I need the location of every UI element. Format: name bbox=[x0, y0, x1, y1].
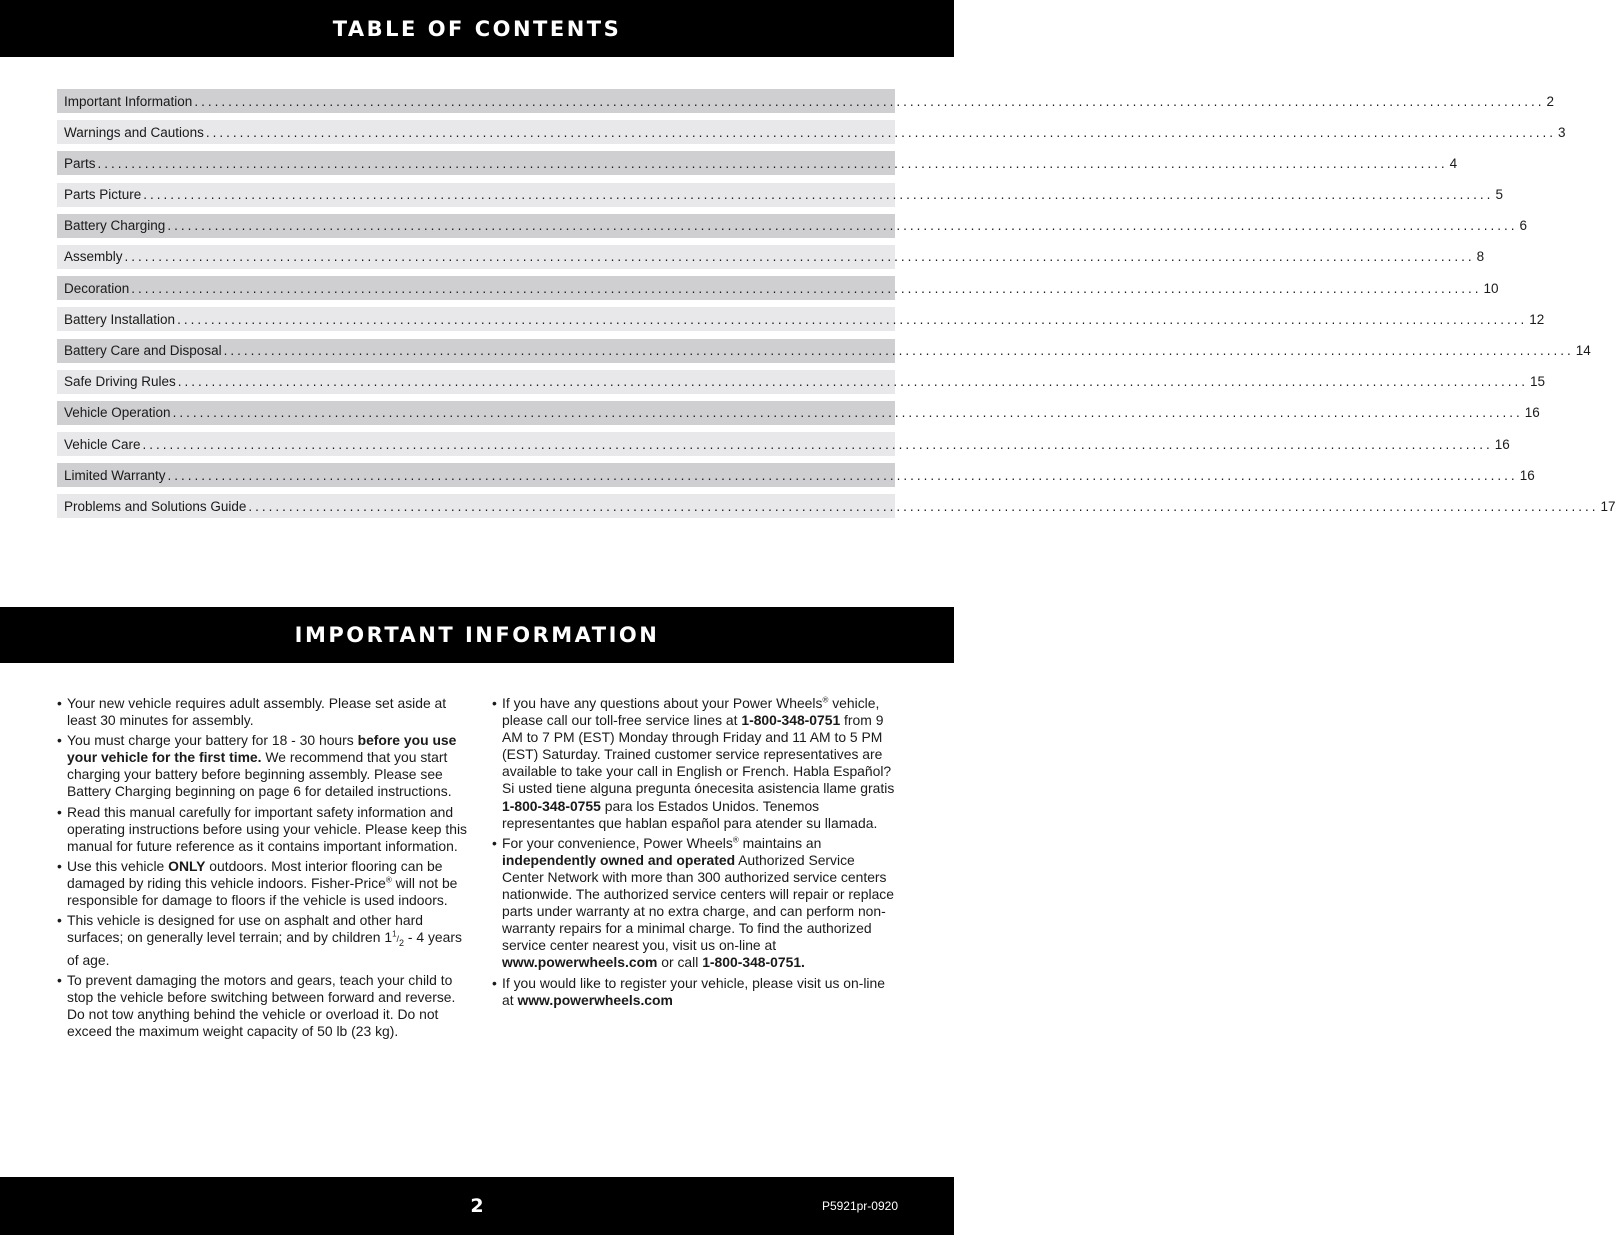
info-bullet bbox=[492, 695, 900, 832]
toc-entry-title: Warnings and Cautions bbox=[64, 124, 204, 140]
toc-leader-dots: ........................................................................................................................................................................................................ bbox=[131, 280, 1482, 296]
info-text-segment: independently owned and operated bbox=[502, 851, 736, 868]
info-text-segment: www.powerwheels.com bbox=[517, 991, 673, 1008]
info-text-segment: Use this vehicle bbox=[67, 857, 169, 874]
info-text-segment: ® bbox=[385, 875, 392, 885]
info-text-segment: 1-800-348-0755 bbox=[502, 797, 601, 814]
info-text-segment: Your new vehicle requires adult assembly. Please set aside at least 30 minutes for assembly. bbox=[67, 695, 447, 729]
info-left-list bbox=[57, 695, 467, 1041]
document-code: P5921pr-0920 bbox=[821, 1199, 898, 1213]
toc-entry-title: Parts bbox=[64, 155, 96, 171]
toc-title: TABLE OF CONTENTS bbox=[332, 16, 622, 41]
toc-entry[interactable] bbox=[57, 120, 1566, 144]
info-text-segment: - 4 years of age. bbox=[67, 929, 462, 969]
info-text-segment: 1-800-348-0751. bbox=[702, 954, 805, 971]
info-text-segment: 2 bbox=[399, 938, 405, 948]
toc-entry[interactable] bbox=[57, 151, 1458, 175]
info-text-segment: To prevent damaging the motors and gears, teach your child to stop the vehicle before switching between forward and reverse. Do not tow anything behind the vehicle or overload it. Do not exceed the maximum weight capacity of 50 lb (23 kg). bbox=[67, 972, 456, 1040]
info-text-segment: If you would like to register your vehicle, please visit us on-line at bbox=[502, 974, 885, 1008]
info-right-list bbox=[492, 695, 900, 1009]
info-text-segment: / bbox=[396, 934, 400, 945]
info-text-segment: 1 bbox=[392, 929, 397, 939]
info-right-column bbox=[492, 695, 900, 1012]
toc-entry-title: Vehicle Operation bbox=[64, 405, 171, 421]
toc-leader-dots: ........................................................................................................................................................................................................ bbox=[205, 124, 1556, 140]
info-bullet bbox=[57, 804, 467, 855]
toc-entry[interactable] bbox=[57, 307, 1545, 331]
toc-leader-dots: ........................................................................................................................................................................................................ bbox=[124, 249, 1475, 265]
toc-entry-page: 16 bbox=[1494, 436, 1510, 452]
info-bullet bbox=[57, 695, 467, 729]
toc-entry-page: 4 bbox=[1449, 155, 1458, 171]
toc-leader-dots: ........................................................................................................................................................................................................ bbox=[223, 343, 1574, 358]
info-text-segment: We recommend that you start charging your battery before beginning assembly. Please see Battery Charging beginning on page 6 for detailed instructions. bbox=[67, 749, 452, 800]
toc-entry-page: 14 bbox=[1575, 343, 1591, 358]
toc-entry[interactable] bbox=[57, 370, 1545, 394]
toc-entry-page: 2 bbox=[1546, 93, 1554, 109]
toc-entry[interactable] bbox=[57, 432, 1510, 456]
important-info-header-bar bbox=[0, 607, 954, 663]
toc-leader-dots: ........................................................................................................................................................................................................ bbox=[143, 187, 1494, 203]
toc-entry-title: Important Information bbox=[64, 93, 193, 109]
info-text-segment: ® bbox=[822, 695, 829, 705]
toc-entry-title: Assembly bbox=[64, 249, 123, 265]
info-left-column bbox=[57, 695, 467, 1044]
info-text-segment: ONLY bbox=[168, 857, 206, 874]
info-text-segment: Read this manual carefully for important safety information and operating instructions before using your vehicle. Please keep this manual for future reference as it contains important information. bbox=[67, 803, 467, 854]
info-bullet bbox=[57, 732, 467, 800]
toc-entry-page: 8 bbox=[1476, 249, 1485, 265]
info-text-segment: from 9 AM to 7 PM (EST) Monday through Friday and 11 AM to 5 PM (EST) Saturday. Trained customer service representatives are available to take your call in English or French. Habla Español? Si usted tiene alguna pregunta ónecesita asistencia llame gratis bbox=[502, 712, 895, 797]
info-text-segment: Authorized Service Center Network with more than 300 authorized service centers nationwide. The authorized service centers will repair or replace parts under warranty at no extra charge, and can perform non-warranty repairs for a minimal charge. To find the authorized service center nearest you, visit us on-line at bbox=[502, 851, 894, 954]
info-text-segment: www.powerwheels.com bbox=[502, 954, 658, 971]
table-of-contents bbox=[57, 89, 1616, 526]
toc-entry-title: Decoration bbox=[64, 280, 130, 296]
info-text-segment: before you use your vehicle for the first time. bbox=[67, 732, 457, 766]
info-text-segment: vehicle, please call our toll-free service lines at bbox=[502, 695, 880, 729]
toc-entry-page: 6 bbox=[1519, 218, 1527, 234]
toc-leader-dots: ........................................................................................................................................................................................................ bbox=[172, 405, 1523, 421]
toc-entry-page: 16 bbox=[1519, 467, 1535, 483]
toc-leader-dots: ........................................................................................................................................................................................................ bbox=[167, 218, 1518, 234]
toc-leader-dots: ........................................................................................................................................................................................................ bbox=[97, 155, 1448, 171]
info-text-segment: outdoors. Most interior flooring can be damaged by riding this vehicle indoors. Fisher-Price bbox=[67, 857, 443, 891]
toc-entry-title: Battery Care and Disposal bbox=[64, 343, 222, 358]
info-text-segment: For your convenience, Power Wheels bbox=[502, 834, 733, 851]
toc-entry-title: Parts Picture bbox=[64, 187, 142, 203]
toc-entry-page: 16 bbox=[1524, 405, 1540, 421]
toc-entry[interactable] bbox=[57, 89, 1554, 113]
toc-leader-dots: ........................................................................................................................................................................................................ bbox=[167, 467, 1518, 483]
info-text-segment: para los Estados Unidos. Tenemos representantes que hablan español para atender su llamada. bbox=[502, 797, 878, 831]
info-text-segment: You must charge your battery for 18 - 30 hours bbox=[67, 732, 358, 749]
toc-leader-dots: ........................................................................................................................................................................................................ bbox=[194, 93, 1545, 109]
toc-entry[interactable] bbox=[57, 494, 1616, 518]
info-text-segment: 1-800-348-0751 bbox=[741, 712, 841, 729]
info-text-segment: or call bbox=[657, 954, 703, 971]
important-info-title: IMPORTANT INFORMATION bbox=[294, 623, 660, 647]
toc-entry[interactable] bbox=[57, 183, 1503, 207]
toc-entry-page: 12 bbox=[1529, 311, 1545, 327]
toc-leader-dots: ........................................................................................................................................................................................................ bbox=[248, 498, 1599, 514]
toc-header-bar bbox=[0, 0, 954, 57]
toc-entry-title: Battery Charging bbox=[64, 218, 166, 234]
toc-entry[interactable] bbox=[57, 339, 1591, 363]
info-bullet bbox=[57, 858, 467, 909]
info-text-segment: ® bbox=[732, 835, 739, 845]
toc-entry-page: 17 bbox=[1600, 498, 1616, 514]
toc-entry-page: 10 bbox=[1483, 280, 1499, 296]
info-bullet bbox=[492, 835, 900, 972]
page-footer bbox=[0, 1177, 954, 1235]
toc-entry[interactable] bbox=[57, 245, 1485, 269]
info-text-segment: will not be responsible for damage to floors if the vehicle is used indoors. bbox=[67, 874, 458, 909]
toc-entry[interactable] bbox=[57, 214, 1527, 238]
toc-entry-title: Safe Driving Rules bbox=[64, 374, 176, 390]
info-bullet bbox=[57, 912, 467, 969]
toc-leader-dots: ........................................................................................................................................................................................................ bbox=[142, 436, 1493, 452]
toc-entry[interactable] bbox=[57, 276, 1499, 300]
toc-leader-dots: ........................................................................................................................................................................................................ bbox=[177, 311, 1528, 327]
toc-entry-page: 5 bbox=[1495, 187, 1503, 203]
toc-leader-dots: ........................................................................................................................................................................................................ bbox=[177, 374, 1528, 390]
info-text-segment: This vehicle is designed for use on asphalt and other hard surfaces; on generally level terrain; and by children 1 bbox=[67, 912, 423, 946]
toc-entry[interactable] bbox=[57, 401, 1540, 425]
toc-entry-title: Limited Warranty bbox=[64, 467, 166, 483]
toc-entry[interactable] bbox=[57, 463, 1535, 487]
page-number: 2 bbox=[470, 1195, 484, 1217]
toc-entry-page: 3 bbox=[1557, 124, 1566, 140]
info-bullet bbox=[492, 975, 900, 1009]
toc-entry-title: Vehicle Care bbox=[64, 436, 141, 452]
info-bullet bbox=[57, 972, 467, 1040]
info-text-segment: maintains an bbox=[738, 834, 822, 851]
toc-entry-title: Problems and Solutions Guide bbox=[64, 498, 247, 514]
toc-entry-page: 15 bbox=[1529, 374, 1545, 390]
info-text-segment: If you have any questions about your Power Wheels bbox=[502, 695, 823, 711]
toc-entry-title: Battery Installation bbox=[64, 311, 176, 327]
